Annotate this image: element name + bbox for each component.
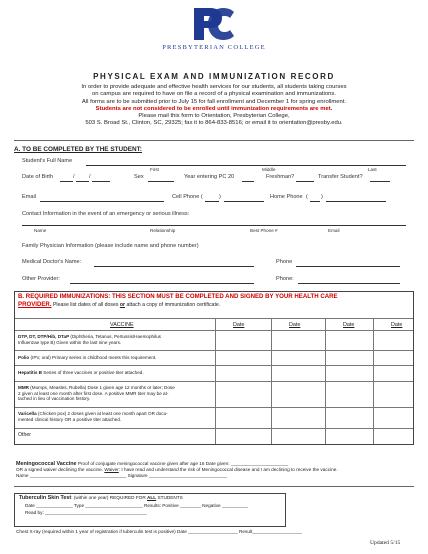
doctor-phone-field[interactable] xyxy=(296,266,400,267)
full-name-label: Student's Full Name xyxy=(22,158,73,164)
tb-date-fields[interactable]: Date ______________ Type ______________________ Results: Positive ________ Negative __________ xyxy=(25,503,249,509)
emergency-label: Contact Information in the event of an emergency or serious illness: xyxy=(22,211,190,217)
date-column-header-2: Date xyxy=(289,322,301,328)
date-column-header-1: Date xyxy=(233,322,245,328)
date-column-header-4: Date xyxy=(391,322,403,328)
column-divider xyxy=(325,318,326,444)
tb-test-box: Tuberculin Skin Test: (within one year) REQUIRED FOR ALL STUDENTS Date ______________ Type ______________________ Results: Positive ________ Negative __________ Read by: _______________________________________ xyxy=(14,493,286,527)
cell-area-field[interactable] xyxy=(205,201,219,202)
section-a-title: A. TO BE COMPLETED BY THE STUDENT: xyxy=(14,146,142,153)
date-column-header-3: Date xyxy=(343,322,355,328)
updated-date: Updated 5/15 xyxy=(370,540,401,546)
divider xyxy=(14,486,414,487)
other-provider-field[interactable] xyxy=(70,283,254,284)
medical-doctor-field[interactable] xyxy=(94,266,254,267)
meningococcal-section: Meningococcal Vaccine Proof of conjugate meningococcal vaccine given after age 16 Date given: ______________________ OR a signed waiver declining the vaccine. Waiver: I have read and understand the risk of Meningococcal disease and I am declining to receive the vaccine. Name _____________________________________ Signature ______________________________ xyxy=(16,461,420,479)
vaccine-column-header: VACCINE xyxy=(110,322,134,328)
dob-year-field[interactable] xyxy=(92,181,110,182)
year-entering-field[interactable] xyxy=(242,181,254,182)
family-physician-label: Family Physician Information (please include name and phone number) xyxy=(22,243,199,249)
email-field[interactable] xyxy=(40,201,164,202)
column-divider xyxy=(215,318,216,444)
name-signature-line[interactable]: Name _____________________________________ Signature ______________________________ xyxy=(16,473,228,478)
sex-field[interactable] xyxy=(148,181,174,182)
emergency-contact-field[interactable] xyxy=(22,225,406,226)
pc-logo-icon xyxy=(188,4,240,44)
cell-phone-field[interactable] xyxy=(224,201,264,202)
table-row[interactable]: Polio (IPV, oral) Primary series in childhood meets this requirement. xyxy=(15,350,413,366)
section-b-title: B. REQUIRED IMMUNIZATIONS: THIS SECTION MUST BE COMPLETED AND SIGNED BY YOUR HEALTH CARE PROVIDER. Please list dates of all doses or attach a copy of immunization certificate. xyxy=(18,293,338,308)
table-row[interactable]: MMR (Mumps, Measles, Rubella) Dose 1 given age 12 months or later; Dose 2 given at least one month after first dose. A positive MMR titer may be at- tached in lieu of vaccination history. xyxy=(15,381,413,408)
table-row[interactable]: DTP, DT, DTP/Hib, DTaP (Diphtheria, Tetanus, Pertussis/Haemophilus Influenzae type B) Given within the last nine years. xyxy=(15,330,413,351)
freshman-field[interactable] xyxy=(296,181,314,182)
column-divider xyxy=(373,318,374,444)
immunization-table xyxy=(14,291,414,445)
table-row[interactable]: Hepatitis B Series of three vaccines or positive titer attached. xyxy=(15,365,413,382)
dob-label: Date of Birth xyxy=(22,174,54,180)
college-name: PRESBYTERIAN COLLEGE xyxy=(162,44,266,51)
enrollment-warning: Students are not considered to be enrolled until immunization requirements are met. xyxy=(95,105,333,112)
table-row[interactable]: Other xyxy=(15,428,413,445)
dob-month-field[interactable] xyxy=(60,181,73,182)
divider xyxy=(14,140,414,141)
table-row[interactable]: Varicella (Chicken pox) 2 doses given at least one month apart OR docu- mented clinical history OR a positive titer attached. xyxy=(15,407,413,429)
home-area-field[interactable] xyxy=(310,201,320,202)
intro-text: In order to provide adequate and effective health services for our students, all students taking courses on campus are required to have on file a record of a physical examination and immunizations. All forms are to be submitted prior to July 15 for fall enrollment and December 1 for spring enrollment. Students are not considered to be enrolled until immunization requirements are met. Please mail this form to Orientation, Presbyterian College, 503 S. Broad St., Clinton, SC, 29325; fax it to 864-833-8516; or email it to orientation@presby.edu. xyxy=(0,84,428,128)
full-name-field[interactable] xyxy=(86,165,406,166)
dob-day-field[interactable] xyxy=(76,181,89,182)
chest-xray-field[interactable]: Chest X-ray (required within 1 year of registration if tuberculin test is positive) Date ___________________ Result___________________ xyxy=(16,529,302,534)
transfer-field[interactable] xyxy=(370,181,390,182)
tb-read-by-field[interactable]: Read by: _______________________________________ xyxy=(25,510,147,516)
page-title: PHYSICAL EXAM AND IMMUNIZATION RECORD xyxy=(93,72,335,81)
column-divider xyxy=(271,318,272,444)
other-provider-phone-field[interactable] xyxy=(298,283,400,284)
home-phone-field[interactable] xyxy=(326,201,386,202)
